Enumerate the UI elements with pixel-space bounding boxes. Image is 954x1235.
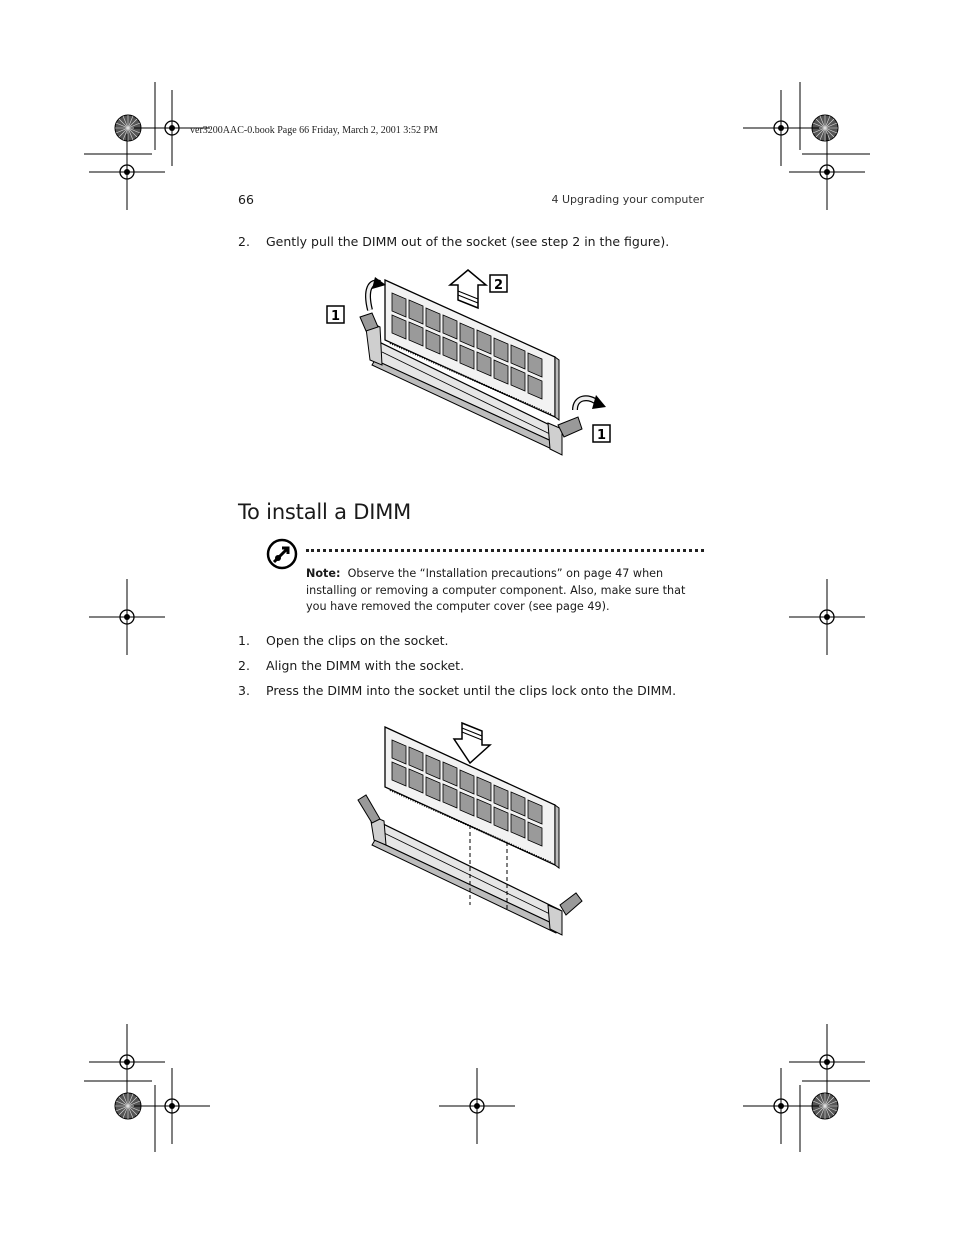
file-info-header: ver3200AAC-0.book Page 66 Friday, March 2, 2001 3:52 PM xyxy=(190,125,438,136)
step-number: 1. xyxy=(238,633,250,648)
step-text: Press the DIMM into the socket until the clips lock onto the DIMM. xyxy=(266,683,677,698)
step-text: Open the clips on the socket. xyxy=(266,633,449,648)
step-number: 2. xyxy=(238,658,250,673)
step-text: Align the DIMM with the socket. xyxy=(266,658,465,673)
note-block xyxy=(306,566,706,616)
chapter-title: 4 Upgrading your computer xyxy=(551,193,704,206)
section-title: To install a DIMM xyxy=(238,500,412,524)
step-number: 2. xyxy=(238,234,250,249)
note-divider xyxy=(306,549,704,552)
note-text: Observe the “Installation precautions” on page 47 when installing or removing a computer component. Also, make sure that you have removed the computer cover (see page 49). xyxy=(306,567,686,613)
step-text: Gently pull the DIMM out of the socket (see step 2 in the figure). xyxy=(266,234,670,249)
note-icon xyxy=(266,538,298,570)
note-label: Note: xyxy=(306,567,341,580)
callout-1-right: 1 xyxy=(596,428,607,443)
page-number: 66 xyxy=(238,192,254,207)
callout-1-left: 1 xyxy=(330,309,341,324)
callout-2: 2 xyxy=(493,278,504,293)
figure-install-dimm xyxy=(350,715,590,955)
step-number: 3. xyxy=(238,683,250,698)
figure-remove-dimm xyxy=(320,265,620,465)
